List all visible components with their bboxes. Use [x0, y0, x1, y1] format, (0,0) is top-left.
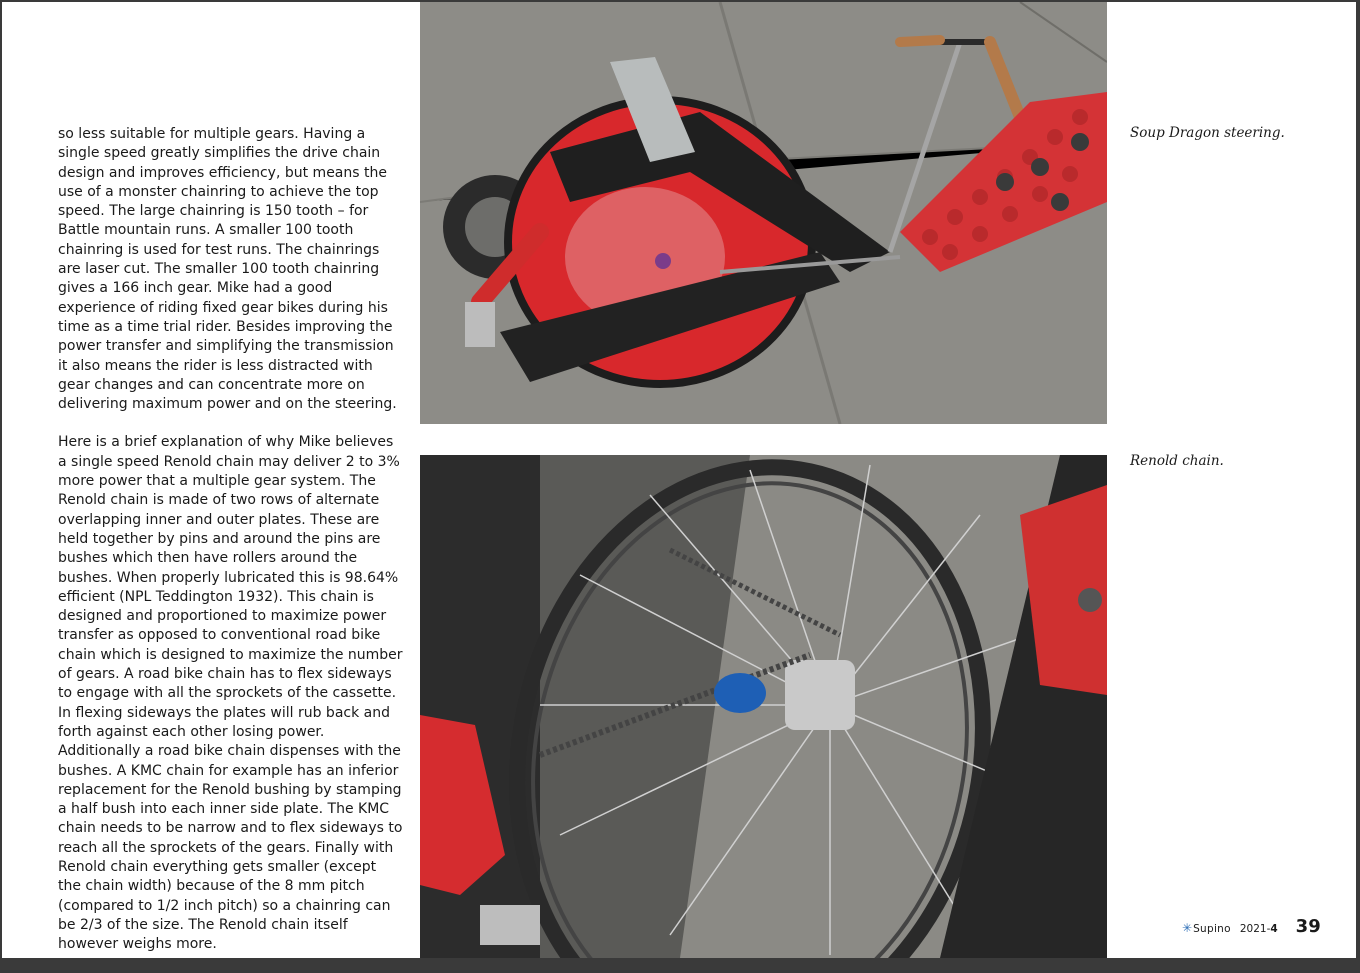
article-paragraph-1: so less suitable for multiple gears. Having a single speed greatly simplifies the drive chain design and improves efficiency, but means the use of a monster chainring to achieve the top speed. The large chainring is 150 tooth – for Battle mountain runs. A smaller 100 tooth chainring is used for test runs. The chainrings are laser cut. The smaller 100 tooth chainring gives a 166 inch gear. Mike had a good experience of riding fixed gear bikes during his time as a time trial rider. Besides improving the power transfer and simplifying the transmission it also means the rider is less distracted with gear changes and can concentrate more on delivering maximum power and on the steering. [58, 126, 397, 413]
article-paragraph-2: Here is a brief explanation of why Mike believes a single speed Renold chain may deliver 2 to 3% more power that a multiple gear system. The Renold chain is made of two rows of alternate overlapping inner and outer plates. These are held together by pins and around the pins are bushes which then have rollers around the bushes. When properly lubricated this is 98.64% efficient (NPL Teddington 1932). This chain is designed and proportioned to maximize power transfer as opposed to conventional road bike chain which is designed to maximize the number of gears. A road bike chain has to flex sideways to engage with all the sprockets of the cassette. In flexing sideways the plates will rub back and forth against each other losing power. Additionally a road bike chain dispenses with the bushes. A KMC chain for example has an inferior replacement for the Renold bushing by stamping a half bush into each inner side plate. The KMC chain needs to be narrow and to flex sideways to reach all the sprockets of the gears. Finally with Renold chain everything gets smaller (except the chain width) because of the 8 mm pitch (compared to 1/2 inch pitch) so a chainring can be 2/3 of the size. The Renold chain itself however weighs more. [58, 434, 403, 953]
page-footer [1182, 916, 1321, 938]
magazine-brand: Supino [1193, 923, 1231, 935]
caption-renold-chain: Renold chain. [1130, 453, 1224, 469]
caption-soup-dragon-steering: Soup Dragon steering. [1130, 125, 1285, 141]
asterisk-snowflake-icon: ✳ [1182, 921, 1193, 935]
issue-year: 2021- [1239, 923, 1271, 935]
issue-number: 4 [1270, 923, 1278, 935]
page-number: 39 [1295, 916, 1321, 937]
photo-soup-dragon-steering [420, 2, 1107, 424]
photo-renold-chain [420, 455, 1107, 958]
magazine-page [2, 2, 1356, 958]
issue-label [1240, 923, 1278, 935]
article-text-column [58, 125, 403, 973]
